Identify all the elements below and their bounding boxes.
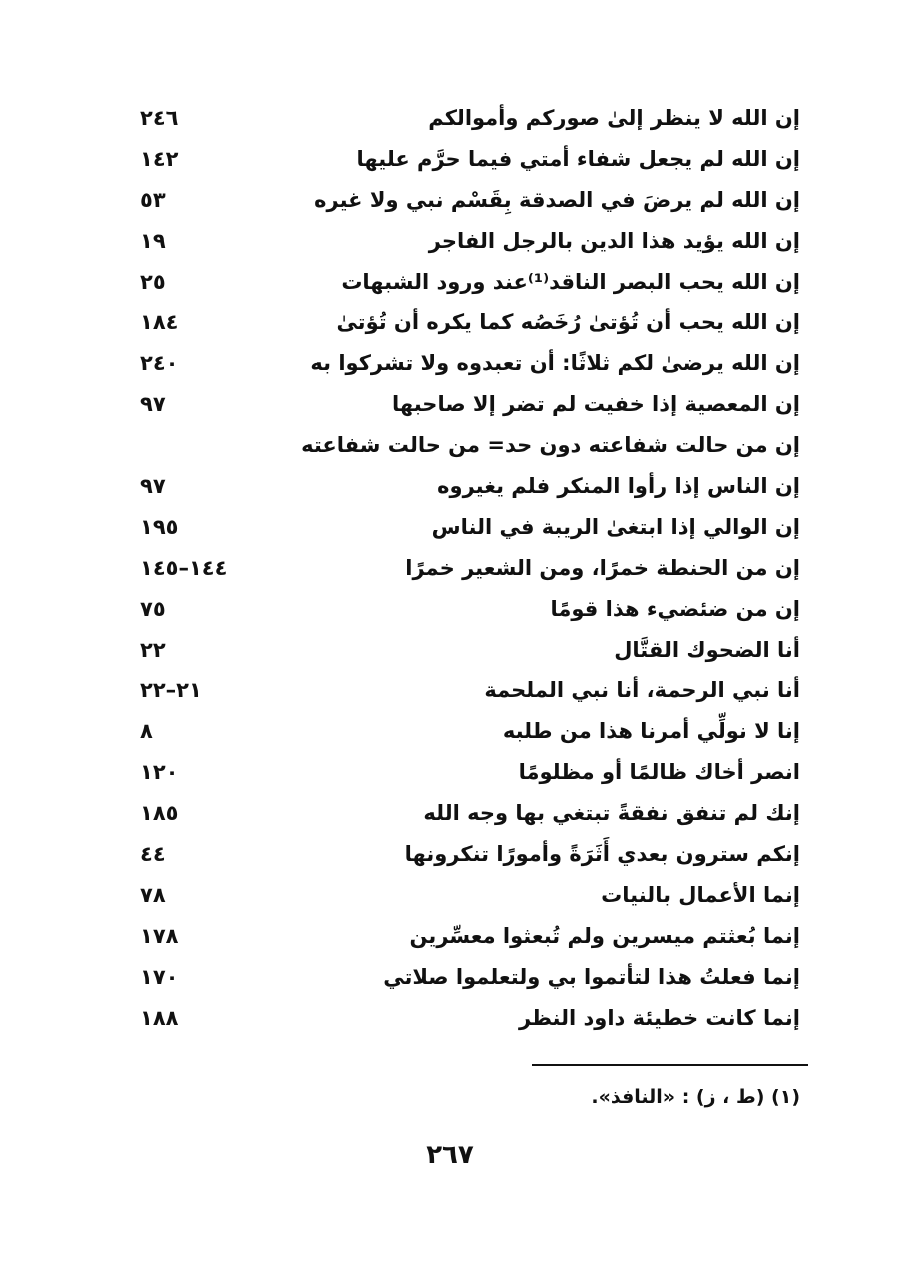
- entry-text: إن الله يحب البصر الناقد⁽¹⁾عند ورود الشبهات: [341, 269, 800, 294]
- entry-text: إنك لم تنفق نفقةً تبتغي بها وجه الله: [423, 801, 800, 826]
- footnote: (١) (ط ، ز) : «النافذ».: [591, 1086, 800, 1108]
- entry-page-number: ١٤٤–١٤٥: [140, 555, 228, 580]
- entry-text: انصر أخاك ظالمًا أو مظلومًا: [518, 760, 800, 785]
- entry-text: إن الناس إذا رأوا المنكر فلم يغيروه: [437, 474, 800, 499]
- entry-text: إن الله لم يرضَ في الصدقة بِقَسْم نبي ولا غيره: [314, 187, 800, 212]
- entry-page-number: ٢٤٦: [140, 106, 179, 130]
- entry-text: إن من الحنطة خمرًا، ومن الشعير خمرًا: [405, 555, 800, 580]
- index-entry: [130, 630, 800, 671]
- index-entry: [130, 752, 800, 793]
- entry-page-number: ١٤٢: [140, 146, 179, 171]
- index-entry: [130, 180, 800, 221]
- index-entry: [130, 875, 800, 916]
- entry-page-number: ١٨٨: [140, 1005, 179, 1030]
- entry-page-number: ٨: [140, 719, 153, 744]
- entry-text: إن الله لم يجعل شفاء أمتي فيما حرَّم عليها: [356, 146, 800, 171]
- index-entry: [130, 425, 800, 466]
- entry-text: أنا نبي الرحمة، أنا نبي الملحمة: [484, 678, 800, 703]
- entry-page-number: ٧٥: [140, 596, 166, 621]
- entry-text: إن الله يؤيد هذا الدين بالرجل الفاجر: [428, 228, 800, 253]
- index-entry: [130, 466, 800, 507]
- entry-page-number: ٤٤: [140, 842, 166, 867]
- index-entry: [130, 998, 800, 1039]
- entry-page-number: ٢٢: [140, 637, 166, 662]
- index-entry: [130, 793, 800, 834]
- entry-page-number: ١٧٠: [140, 964, 179, 989]
- index-entry: [130, 834, 800, 875]
- entry-text: إنما كانت خطيئة داود النظر: [519, 1005, 800, 1030]
- entry-text: إن الله لا ينظر إلىٰ صوركم وأموالكم: [428, 106, 800, 130]
- entry-text: إن الوالي إذا ابتغىٰ الريبة في الناس: [431, 514, 800, 539]
- entry-text: إن الله يحب أن تُؤتىٰ رُخَصُه كما يكره أن تُؤتىٰ: [336, 310, 800, 335]
- index-entry: [130, 262, 800, 303]
- index-entry: [130, 221, 800, 262]
- entry-text: أنا الضحوك القتَّال: [614, 637, 800, 662]
- index-entry: [130, 957, 800, 998]
- index-entry: [130, 343, 800, 384]
- entry-text: إنما فعلتُ هذا لتأتموا بي ولتعلموا صلاتي: [383, 964, 800, 989]
- index-entry: [130, 507, 800, 548]
- entry-text: إن من ضئضيء هذا قومًا: [550, 596, 800, 621]
- entry-page-number: ٩٧: [140, 474, 166, 499]
- footnote-separator: [532, 1064, 808, 1066]
- index-entry: [130, 916, 800, 957]
- entry-text: إن من حالت شفاعته دون حد= من حالت شفاعته: [301, 433, 800, 458]
- index-entry: [130, 711, 800, 752]
- entry-text: إنا لا نولِّي أمرنا هذا من طلبه: [502, 719, 800, 744]
- entry-text: إن الله يرضىٰ لكم ثلاثًا: أن تعبدوه ولا تشركوا به: [310, 351, 800, 376]
- entry-page-number: ١٨٥: [140, 801, 179, 826]
- entry-page-number: ١٢٠: [140, 760, 179, 785]
- entry-page-number: ٢٤٠: [140, 351, 179, 376]
- entry-page-number: ١٩٥: [140, 514, 179, 539]
- index-entry: [130, 589, 800, 630]
- hadith-index-list: [130, 98, 800, 1038]
- entry-page-number: ٢١–٢٢: [140, 678, 202, 703]
- index-entry: [130, 548, 800, 589]
- entry-text: إنما الأعمال بالنيات: [601, 882, 800, 907]
- entry-text: إنكم سترون بعدي أَثَرَةً وأمورًا تنكرونها: [404, 842, 800, 867]
- entry-page-number: ١٨٤: [140, 310, 179, 335]
- entry-page-number: ٢٥: [140, 269, 166, 294]
- index-entry: [130, 98, 800, 139]
- index-entry: [130, 302, 800, 343]
- entry-page-number: ١٧٨: [140, 923, 179, 948]
- index-entry: [130, 139, 800, 180]
- entry-text: إن المعصية إذا خفيت لم تضر إلا صاحبها: [391, 392, 800, 417]
- page-number: ٢٦٧: [426, 1140, 474, 1170]
- entry-page-number: ٩٧: [140, 392, 166, 417]
- entry-page-number: ٥٣: [140, 187, 166, 212]
- index-entry: [130, 384, 800, 425]
- entry-page-number: ١٩: [140, 228, 166, 253]
- entry-text: إنما بُعثتم ميسرين ولم تُبعثوا معسِّرين: [409, 923, 800, 948]
- index-entry: [130, 670, 800, 711]
- entry-page-number: ٧٨: [140, 882, 166, 907]
